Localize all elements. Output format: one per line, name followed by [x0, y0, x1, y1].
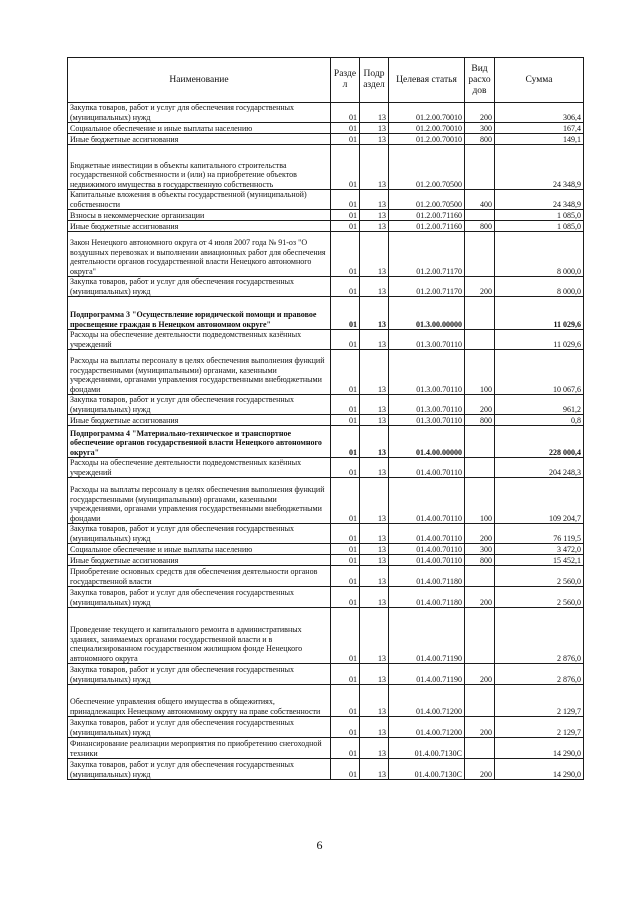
- cell-name: Финансирование реализации мероприятия по приобретению снегоходной техники: [68, 738, 331, 759]
- cell-vid: [465, 685, 495, 717]
- cell-podrazdel: 13: [360, 145, 389, 190]
- cell-razdel: 01: [331, 123, 360, 134]
- cell-vid: [465, 297, 495, 330]
- cell-vid: 200: [465, 103, 495, 123]
- cell-name: Закупка товаров, работ и услуг для обеспечения государственных (муниципальных) нужд: [68, 103, 331, 123]
- cell-podrazdel: 13: [360, 415, 389, 426]
- cell-vid: 400: [465, 190, 495, 210]
- cell-razdel: 01: [331, 524, 360, 544]
- cell-name: Подпрограмма 4 "Материально-техническое и транспортное обеспечение органов государственной власти Ненецкого автономного округа": [68, 426, 331, 458]
- cell-vid: 800: [465, 555, 495, 566]
- table-row: [68, 330, 584, 350]
- cell-sum: 0,8: [495, 415, 584, 426]
- table-row: [68, 759, 584, 780]
- cell-razdel: 01: [331, 415, 360, 426]
- cell-podrazdel: 13: [360, 190, 389, 210]
- cell-name: Взносы в некоммерческие организации: [68, 210, 331, 221]
- cell-vid: [465, 330, 495, 350]
- cell-sum: 14 290,0: [495, 738, 584, 759]
- cell-razdel: 01: [331, 544, 360, 555]
- cell-sum: 2 876,0: [495, 608, 584, 664]
- cell-podrazdel: 13: [360, 123, 389, 134]
- cell-razdel: 01: [331, 738, 360, 759]
- cell-target: 01.2.00.70500: [389, 190, 465, 210]
- cell-podrazdel: 13: [360, 555, 389, 566]
- cell-target: 01.3.00.00000: [389, 297, 465, 330]
- cell-vid: [465, 232, 495, 277]
- cell-razdel: 01: [331, 717, 360, 738]
- cell-sum: 10 067,6: [495, 350, 584, 395]
- cell-target: 01.4.00.7130С: [389, 759, 465, 780]
- cell-name: Иные бюджетные ассигнования: [68, 134, 331, 145]
- cell-vid: 200: [465, 395, 495, 415]
- cell-razdel: 01: [331, 555, 360, 566]
- cell-sum: 204 248,3: [495, 458, 584, 478]
- header-name: Наименование: [68, 58, 331, 103]
- cell-name: Закупка товаров, работ и услуг для обеспечения государственных (муниципальных) нужд: [68, 277, 331, 297]
- table-row: [68, 232, 584, 277]
- cell-razdel: 01: [331, 566, 360, 587]
- cell-name: Закупка товаров, работ и услуг для обеспечения государственных (муниципальных) нужд: [68, 759, 331, 780]
- cell-target: 01.4.00.70110: [389, 555, 465, 566]
- cell-sum: 15 452,1: [495, 555, 584, 566]
- cell-podrazdel: 13: [360, 134, 389, 145]
- header-target: Целевая статья: [389, 58, 465, 103]
- cell-podrazdel: 13: [360, 717, 389, 738]
- cell-razdel: 01: [331, 221, 360, 232]
- cell-razdel: 01: [331, 297, 360, 330]
- table-row: [68, 123, 584, 134]
- cell-razdel: 01: [331, 190, 360, 210]
- table-header-row: [68, 58, 584, 103]
- cell-razdel: 01: [331, 210, 360, 221]
- cell-name: Закупка товаров, работ и услуг для обеспечения государственных (муниципальных) нужд: [68, 395, 331, 415]
- cell-sum: 167,4: [495, 123, 584, 134]
- table-row: [68, 566, 584, 587]
- table-row: [68, 458, 584, 478]
- header-vid: Вид расхо дов: [465, 58, 495, 103]
- cell-podrazdel: 13: [360, 350, 389, 395]
- table-row: [68, 297, 584, 330]
- cell-vid: 800: [465, 134, 495, 145]
- cell-target: 01.4.00.71180: [389, 566, 465, 587]
- table-row: [68, 685, 584, 717]
- cell-razdel: 01: [331, 759, 360, 780]
- cell-razdel: 01: [331, 664, 360, 685]
- cell-target: 01.2.00.70010: [389, 103, 465, 123]
- cell-vid: 800: [465, 415, 495, 426]
- cell-vid: [465, 458, 495, 478]
- cell-target: 01.4.00.71180: [389, 587, 465, 608]
- table-row: [68, 103, 584, 123]
- cell-sum: 228 000,4: [495, 426, 584, 458]
- cell-vid: 200: [465, 664, 495, 685]
- table-row: [68, 415, 584, 426]
- cell-podrazdel: 13: [360, 232, 389, 277]
- cell-vid: [465, 608, 495, 664]
- cell-name: Иные бюджетные ассигнования: [68, 415, 331, 426]
- cell-razdel: 01: [331, 587, 360, 608]
- cell-sum: 306,4: [495, 103, 584, 123]
- cell-sum: 11 029,6: [495, 297, 584, 330]
- cell-vid: [465, 210, 495, 221]
- cell-sum: 2 129,7: [495, 685, 584, 717]
- cell-podrazdel: 13: [360, 544, 389, 555]
- cell-podrazdel: 13: [360, 221, 389, 232]
- cell-vid: 100: [465, 478, 495, 524]
- table-row: [68, 608, 584, 664]
- table-row: [68, 555, 584, 566]
- cell-podrazdel: 13: [360, 759, 389, 780]
- cell-name: Расходы на выплаты персоналу в целях обеспечения выполнения функций государственными (муниципальными) органами, казенными учреждениями, органами управления государственными внебюджетными фондами: [68, 350, 331, 395]
- cell-razdel: 01: [331, 330, 360, 350]
- cell-target: 01.4.00.71190: [389, 608, 465, 664]
- cell-name: Расходы на обеспечение деятельности подведомственных казённых учреждений: [68, 458, 331, 478]
- cell-name: Иные бюджетные ассигнования: [68, 221, 331, 232]
- cell-sum: 8 000,0: [495, 277, 584, 297]
- cell-target: 01.4.00.71200: [389, 717, 465, 738]
- cell-target: 01.2.00.71170: [389, 232, 465, 277]
- cell-sum: 24 348,9: [495, 190, 584, 210]
- cell-podrazdel: 13: [360, 664, 389, 685]
- cell-target: 01.3.00.70110: [389, 350, 465, 395]
- table-row: [68, 145, 584, 190]
- cell-sum: 11 029,6: [495, 330, 584, 350]
- cell-sum: 24 348,9: [495, 145, 584, 190]
- cell-target: 01.4.00.70110: [389, 524, 465, 544]
- cell-razdel: 01: [331, 134, 360, 145]
- cell-sum: 2 560,0: [495, 566, 584, 587]
- cell-name: Закупка товаров, работ и услуг для обеспечения государственных (муниципальных) нужд: [68, 664, 331, 685]
- cell-podrazdel: 13: [360, 330, 389, 350]
- cell-name: Расходы на выплаты персоналу в целях обеспечения выполнения функций государственными (муниципальными) органами, казенными учреждениями, органами управления государственными внебюджетными фондами: [68, 478, 331, 524]
- cell-sum: 2 876,0: [495, 664, 584, 685]
- header-podrazdel: Подр аздел: [360, 58, 389, 103]
- table-row: [68, 221, 584, 232]
- cell-target: 01.2.00.70010: [389, 134, 465, 145]
- table-row: [68, 426, 584, 458]
- cell-podrazdel: 13: [360, 608, 389, 664]
- table-row: [68, 738, 584, 759]
- cell-razdel: 01: [331, 232, 360, 277]
- table-row: [68, 717, 584, 738]
- cell-razdel: 01: [331, 608, 360, 664]
- cell-target: 01.4.00.7130С: [389, 738, 465, 759]
- cell-target: 01.4.00.70110: [389, 544, 465, 555]
- header-sum: Сумма: [495, 58, 584, 103]
- cell-podrazdel: 13: [360, 587, 389, 608]
- cell-name: Приобретение основных средств для обеспечения деятельности органов государственной власти: [68, 566, 331, 587]
- cell-podrazdel: 13: [360, 426, 389, 458]
- cell-vid: 200: [465, 587, 495, 608]
- table-row: [68, 134, 584, 145]
- cell-sum: 3 472,0: [495, 544, 584, 555]
- cell-vid: 800: [465, 221, 495, 232]
- cell-sum: 1 085,0: [495, 221, 584, 232]
- cell-name: Подпрограмма 3 "Осуществление юридической помощи и правовое просвещение граждан в Ненецком автономном округе": [68, 297, 331, 330]
- cell-name: Социальное обеспечение и иные выплаты населению: [68, 123, 331, 134]
- cell-sum: 109 204,7: [495, 478, 584, 524]
- cell-sum: 8 000,0: [495, 232, 584, 277]
- cell-target: 01.2.00.71170: [389, 277, 465, 297]
- cell-razdel: 01: [331, 145, 360, 190]
- cell-name: Расходы на обеспечение деятельности подведомственных казённых учреждений: [68, 330, 331, 350]
- cell-razdel: 01: [331, 685, 360, 717]
- cell-name: Закупка товаров, работ и услуг для обеспечения государственных (муниципальных) нужд: [68, 524, 331, 544]
- cell-name: Бюджетные инвестиции в объекты капитального строительства государственной собственности и (или) на приобретение объектов недвижимого имущества в государственную собственность: [68, 145, 331, 190]
- budget-table: [67, 57, 584, 780]
- cell-razdel: 01: [331, 458, 360, 478]
- cell-razdel: 01: [331, 103, 360, 123]
- cell-name: Обеспечение управления общего имущества в общежитиях, принадлежащих Ненецкому автономному округу на праве собственности: [68, 685, 331, 717]
- cell-razdel: 01: [331, 395, 360, 415]
- cell-podrazdel: 13: [360, 297, 389, 330]
- cell-vid: [465, 426, 495, 458]
- cell-target: 01.3.00.70110: [389, 395, 465, 415]
- cell-podrazdel: 13: [360, 738, 389, 759]
- table-row: [68, 664, 584, 685]
- cell-target: 01.2.00.70010: [389, 123, 465, 134]
- cell-name: Закон Ненецкого автономного округа от 4 июля 2007 года № 91-оз "О воздушных перевозках и выполнении авиационных работ для обеспечения деятельности органов государственной власти Ненецкого автономного округа": [68, 232, 331, 277]
- cell-target: 01.4.00.71190: [389, 664, 465, 685]
- cell-vid: 200: [465, 277, 495, 297]
- cell-sum: 2 129,7: [495, 717, 584, 738]
- cell-name: Закупка товаров, работ и услуг для обеспечения государственных (муниципальных) нужд: [68, 717, 331, 738]
- cell-name: Проведение текущего и капитального ремонта в административных зданиях, занимаемых органами государственной власти и в специализированном государственном жилищном фонде Ненецкого автономного округа: [68, 608, 331, 664]
- cell-podrazdel: 13: [360, 395, 389, 415]
- cell-vid: 200: [465, 717, 495, 738]
- cell-sum: 961,2: [495, 395, 584, 415]
- cell-target: 01.2.00.71160: [389, 210, 465, 221]
- cell-name: Капитальные вложения в объекты государственной (муниципальной) собственности: [68, 190, 331, 210]
- cell-vid: 300: [465, 123, 495, 134]
- cell-sum: 149,1: [495, 134, 584, 145]
- cell-target: 01.2.00.71160: [389, 221, 465, 232]
- cell-podrazdel: 13: [360, 524, 389, 544]
- cell-target: 01.2.00.70500: [389, 145, 465, 190]
- table-row: [68, 277, 584, 297]
- cell-podrazdel: 13: [360, 685, 389, 717]
- cell-target: 01.3.00.70110: [389, 415, 465, 426]
- cell-sum: 1 085,0: [495, 210, 584, 221]
- table-row: [68, 210, 584, 221]
- cell-razdel: 01: [331, 426, 360, 458]
- cell-target: 01.4.00.71200: [389, 685, 465, 717]
- cell-name: Иные бюджетные ассигнования: [68, 555, 331, 566]
- table-row: [68, 587, 584, 608]
- header-razdel: Разде л: [331, 58, 360, 103]
- cell-podrazdel: 13: [360, 478, 389, 524]
- cell-vid: 200: [465, 759, 495, 780]
- cell-sum: 76 119,5: [495, 524, 584, 544]
- cell-razdel: 01: [331, 478, 360, 524]
- table-row: [68, 395, 584, 415]
- table-row: [68, 190, 584, 210]
- cell-target: 01.4.00.70110: [389, 478, 465, 524]
- cell-podrazdel: 13: [360, 277, 389, 297]
- table-row: [68, 478, 584, 524]
- cell-podrazdel: 13: [360, 103, 389, 123]
- table-body: [68, 103, 584, 780]
- cell-target: 01.4.00.00000: [389, 426, 465, 458]
- cell-razdel: 01: [331, 277, 360, 297]
- page-number: 6: [316, 838, 323, 852]
- cell-podrazdel: 13: [360, 210, 389, 221]
- cell-target: 01.4.00.70110: [389, 458, 465, 478]
- table-row: [68, 350, 584, 395]
- cell-vid: [465, 738, 495, 759]
- cell-vid: 200: [465, 524, 495, 544]
- cell-name: Социальное обеспечение и иные выплаты населению: [68, 544, 331, 555]
- table-row: [68, 524, 584, 544]
- cell-razdel: 01: [331, 350, 360, 395]
- cell-sum: 14 290,0: [495, 759, 584, 780]
- cell-podrazdel: 13: [360, 458, 389, 478]
- table-row: [68, 544, 584, 555]
- cell-name: Закупка товаров, работ и услуг для обеспечения государственных (муниципальных) нужд: [68, 587, 331, 608]
- cell-target: 01.3.00.70110: [389, 330, 465, 350]
- cell-vid: 300: [465, 544, 495, 555]
- cell-vid: [465, 566, 495, 587]
- cell-sum: 2 560,0: [495, 587, 584, 608]
- cell-vid: 100: [465, 350, 495, 395]
- cell-podrazdel: 13: [360, 566, 389, 587]
- cell-vid: [465, 145, 495, 190]
